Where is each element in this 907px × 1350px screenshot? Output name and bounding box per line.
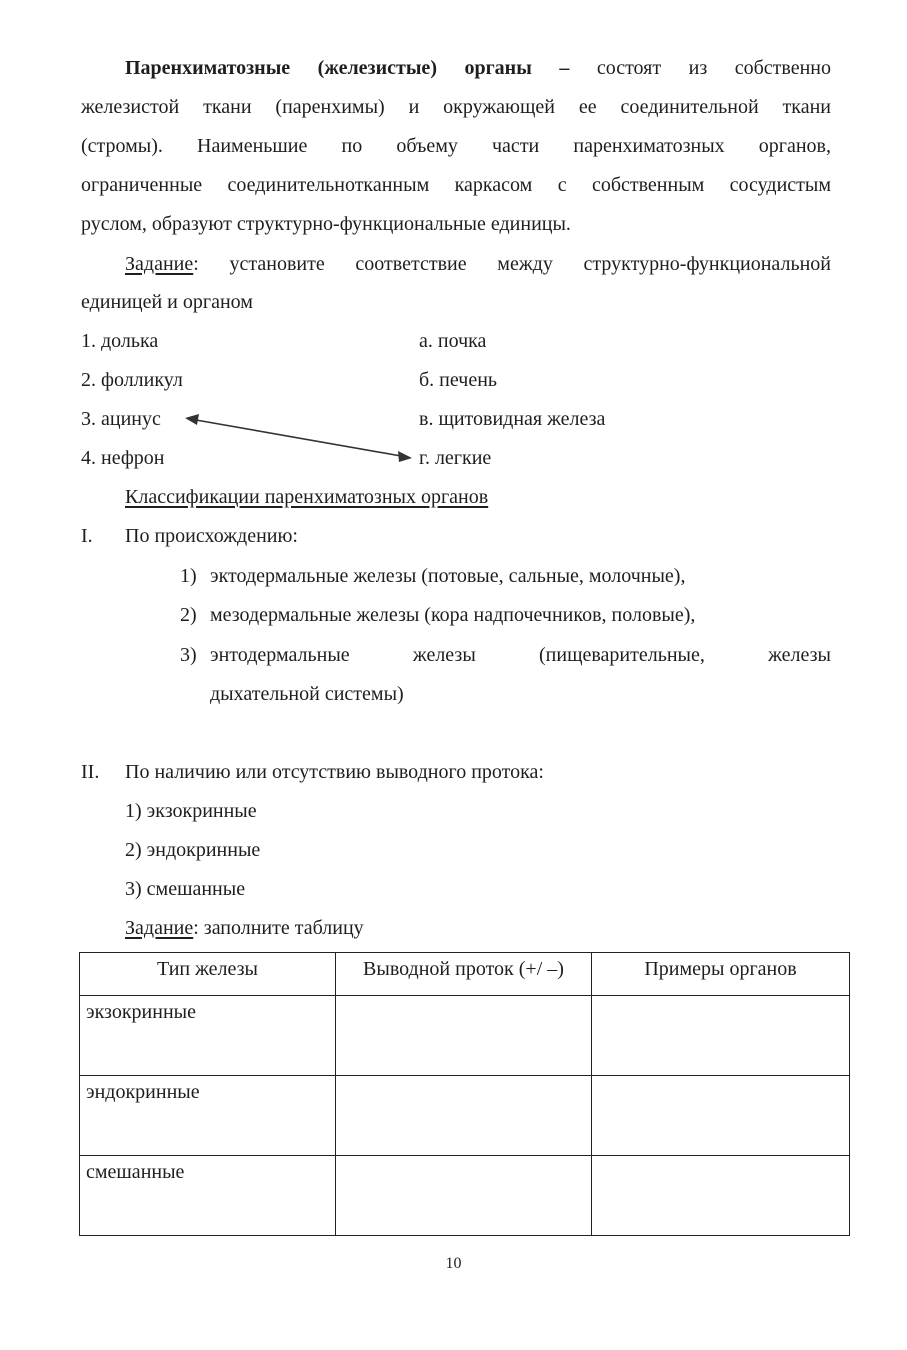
table-cell (592, 1076, 850, 1156)
match-right-d: г. легкие (419, 447, 492, 469)
intro-line-5: руслом, образуют структурно-функциональные единицы. (81, 213, 571, 235)
intro-line-2: железистой ткани (паренхимы) и окружающей ее соединительной ткани (81, 96, 831, 118)
task1-label: Задание (125, 253, 194, 275)
table-header-row (80, 953, 850, 996)
section2-numeral: II. (81, 761, 100, 783)
match-left-1: 1. долька (81, 330, 159, 352)
table-header-cell: Тип железы (80, 953, 336, 996)
table-cell: эндокринные (80, 1076, 336, 1156)
page-number: 10 (445, 1255, 462, 1272)
intro-line-3: (стромы). Наименьшие по объему части паренхиматозных органов, (81, 135, 831, 157)
table-row (80, 1076, 850, 1156)
match-left-2: 2. фолликул (81, 369, 183, 391)
match-right-c: в. щитовидная железа (419, 408, 606, 430)
intro-line-4: ограниченные соединительнотканным каркасом с собственным сосудистым (81, 174, 831, 196)
section2-item-1: 1) экзокринные (125, 800, 257, 822)
section1-item3-num: 3) (180, 644, 197, 666)
task2-line: Задание: заполните таблицу (125, 917, 364, 939)
table-cell: смешанные (80, 1156, 336, 1236)
section2-item-3: 3) смешанные (125, 878, 246, 900)
section2-item-2: 2) эндокринные (125, 839, 261, 861)
section1-title: По происхождению: (125, 525, 298, 547)
match-right-b: б. печень (419, 369, 498, 391)
table-header-cell: Примеры органов (592, 953, 850, 996)
table-cell (336, 1076, 592, 1156)
match-left-3: 3. ацинус (81, 408, 161, 430)
section1-numeral: I. (81, 525, 93, 547)
section1-item1-num: 1) (180, 565, 197, 587)
table-cell (336, 996, 592, 1076)
task2-label: Задание (125, 917, 194, 939)
section1-item3-text: энтодермальные железы (пищеварительные, железы (210, 644, 831, 666)
match-right-a: а. почка (419, 330, 487, 352)
gland-type-table (79, 952, 850, 1236)
intro-line-1: Паренхиматозные (железистые) органы – состоят из собственно (125, 57, 831, 79)
task1-line-1: Задание: установите соответствие между структурно-функциональной (125, 253, 831, 275)
table-header-cell: Выводной проток (+/ –) (336, 953, 592, 996)
table-cell: экзокринные (80, 996, 336, 1076)
section1-item2-num: 2) (180, 604, 197, 626)
table-cell (336, 1156, 592, 1236)
table-cell (592, 996, 850, 1076)
classification-heading: Классификации паренхиматозных органов (125, 486, 489, 508)
table-row (80, 1156, 850, 1236)
match-left-4: 4. нефрон (81, 447, 165, 469)
intro-term: Паренхиматозные (железистые) органы – (125, 57, 570, 79)
task1-line-2: единицей и органом (81, 291, 253, 313)
table-row (80, 996, 850, 1076)
section2-title: По наличию или отсутствию выводного протока: (125, 761, 544, 783)
section1-item2-text: мезодермальные железы (кора надпочечников, половые), (210, 604, 696, 626)
table-cell (592, 1156, 850, 1236)
section1-item1-text: эктодермальные железы (потовые, сальные, молочные), (210, 565, 686, 587)
section1-item3-text-cont: дыхательной системы) (210, 683, 404, 705)
